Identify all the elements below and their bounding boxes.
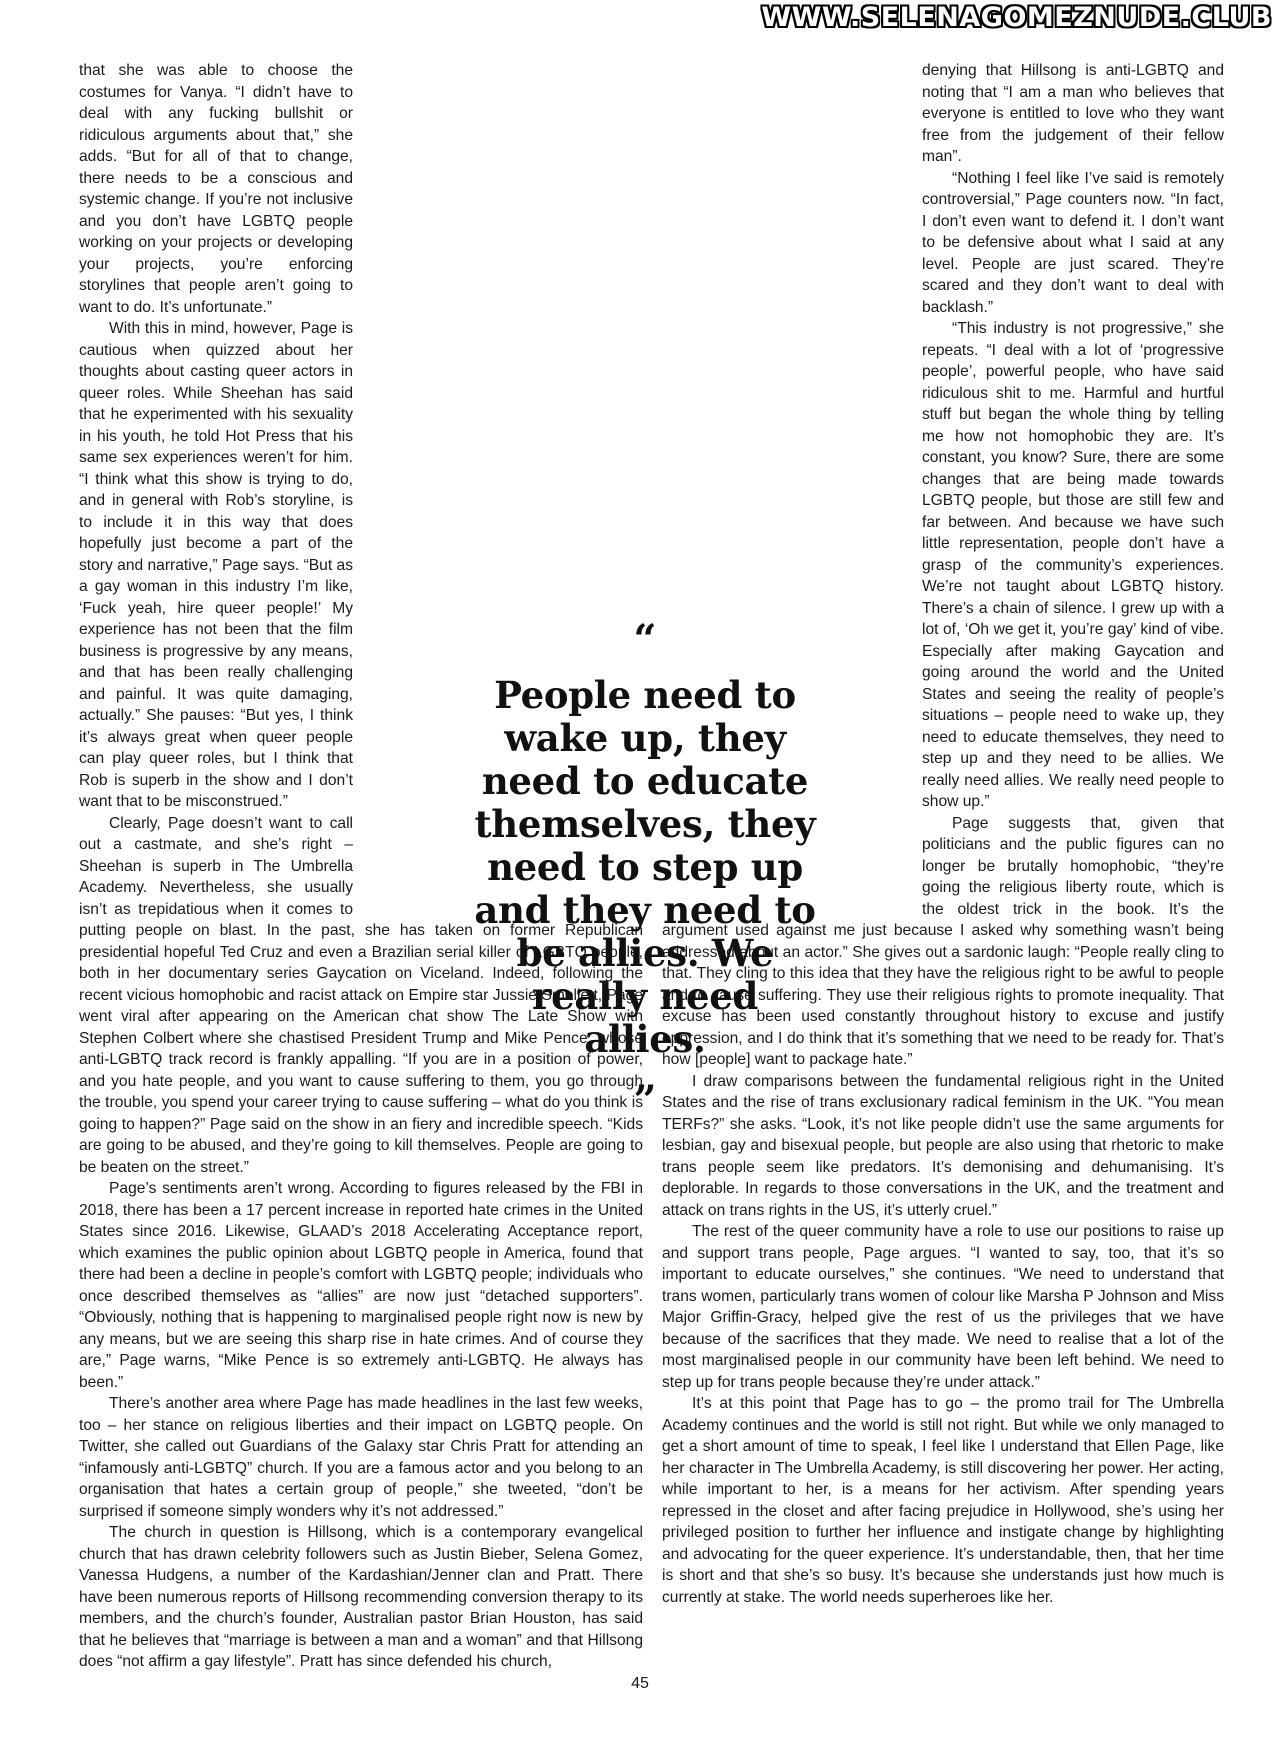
article-paragraph: “Nothing I feel like I’ve said is remotely controversial,” Page counters now. “In fact, I don’t even want to defend it. I don’t want to be defensive about what I said at any level. People are just scared. They’re scared and they don’t want to deal with backlash.” [922,169,1224,316]
article-paragraph: The church in question is Hillsong, which is a contemporary evangelical church that has drawn celebrity followers such as Justin Bieber, Selena Gomez, Vanessa Hudgens, a number of the Kardashian/Jenner clan and Pratt. There have been numerous reports of Hillsong recommending conversion therapy to its members, and the church’s founder, Australian pastor Brian Houston, has said that he believes that “marriage is between a man and a woman” and that Hillsong does “not affirm a gay lifestyle”. Pratt has since defended his church, [79,1524,643,1670]
pull-quote [470,616,820,1124]
pull-quote-close-mark: ” [633,1077,657,1124]
article-paragraph: that she was able to choose the costumes for Vanya. “I didn’t have to deal with any fucking bullshit or ridiculous arguments about that,” she adds. “But for all of that to change, there needs to be a conscious and systemic change. If you’re not inclusive and you don’t have LGBTQ people working on your projects or developing your projects, you’re enforcing storylines that people aren’t going to want to do. It’s unfortunate.” [79,62,353,316]
article-paragraph: Page suggests that, given that politicians and the public figures can no longer be brutally homophobic, “they’re going the religious liberty route, which is the oldest trick in the book. It’s the argument used against me just because I asked why something wasn’t being addressed about an actor.” She gives out a sardonic laugh: “People really cling to that. They cling to this idea that they have the religious right to be awful to people and to cause suffering. They use their religious rights to promote inequality. That excuse has been used constantly throughout history to excuse and justify oppression, and I do think that it’s something that we need to be ready for. That’s how [people] want to package hate.” [662,814,1224,1068]
pull-quote-text: People need to wake up, they need to educate themselves, they need to step up and they need to be allies. We really need allies. [474,673,816,1061]
article-paragraph: denying that Hillsong is anti-LGBTQ and noting that “I am a man who believes that everyone is entitled to love who they want free from the judgement of their fellow man”. [922,62,1224,165]
pull-quote-open-mark: “ [633,616,657,663]
article-paragraph: There’s another area where Page has made headlines in the last few weeks, too – her stance on religious liberties and their impact on LGBTQ people. On Twitter, she called out Guardians of the Galaxy star Chris Pratt for attending an “infamously anti-LGBTQ” church. If you are a famous actor and you belong to an organisation that hates a certain group of people,” she tweeted, “don’t be surprised if someone simply wonders why it’s not addressed.” [79,1395,643,1520]
article-paragraph: The rest of the queer community have a role to use our positions to raise up and support trans people, Page argues. “I wanted to say, too, that it’s so important to educate ourselves,” she continues. “We need to understand that trans women, particularly trans women of colour like Marsha P Johnson and Miss Major Griffin-Gracy, helped give the rest of us the privileges that we have because of the sacrifices that they made. We need to realise that a lot of the most marginalised people in our community have been left behind. We need to step up for trans people because they’re under attack.” [662,1223,1224,1391]
article-paragraph: Clearly, Page doesn’t want to call out a castmate, and she’s right – Sheehan is superb in The Umbrella Academy. Nevertheless, she usually isn’t as trepidatious when it comes to putting people on blast. In the past, she has taken on former Republican presidential hopeful Ted Cruz and even a Brazilian serial killer of LGBTQ people, both in her documentary series Gaycation on Viceland. Indeed, following the recent vicious homophobic and racist attack on Empire star Jussie Smollett, Page went viral after appearing on the American chat show The Late Show with Stephen Colbert where she chastised President Trump and Mike Pence, whose anti-LGBTQ track record is frankly appalling. “If you are in a position of power, and you hate people, and you want to cause suffering to them, you go through the trouble, you spend your career trying to cause suffering – what do you think is going to happen?” Page said on the show in an fiery and incredible speech. “Kids are going to be abused, and they’re going to kill themselves. People are going to be beaten on the street.” [79,814,643,1176]
article-paragraph: Page’s sentiments aren’t wrong. According to figures released by the FBI in 2018, there has been a 17 percent increase in reported hate crimes in the United States since 2016. Likewise, GLAAD’s 2018 Accelerating Acceptance report, which examines the public opinion about LGBTQ people in America, found that there had been a decline in people’s comfort with LGBTQ people; individuals who once described themselves as “allies” are now just “detached supporters”. “Obviously, nothing that is happening to marginalised people right now is new by any means, but we are seeing this sharp rise in hate crimes. And of course they are,” Page warns, “Mike Pence is so extremely anti-LGBTQ. He always has been.” [79,1180,643,1391]
article-paragraph: “This industry is not progressive,” she repeats. “I deal with a lot of ‘progressive people’, powerful people, who have said ridiculous shit to me. Harmful and hurtful stuff but began the whole thing by telling me how not homophobic they are. It’s constant, you know? Sure, there are some changes that are being made towards LGBTQ people, but those are still few and far between. And because we have such little representation, people don’t have a grasp of the community’s experiences. We’re not taught about LGBTQ history. There’s a chain of silence. I grew up with a lot of, ‘Oh we get it, you’re gay’ kind of vibe. Especially after making Gaycation and going around the world and the United States and seeing the reality of people’s situations – people need to wake up, they need to educate themselves, they need to step up and they need to be allies. We really need allies. We really need people to show up.” [922,320,1224,810]
article-paragraph: It’s at this point that Page has to go – the promo trail for The Umbrella Academy continues and the world is still not right. But while we only managed to get a short amount of time to speak, I feel like I understand that Ellen Page, like her character in The Umbrella Academy, is still discovering her power. Her acting, while important to her, is a means for her activism. After spending years repressed in the closet and after facing prejudice in Hollywood, she’s using her privileged position to further her influence and instigate change by highlighting and advocating for the queer experience. It’s understandable, then, that her time is short and that she’s so busy. It’s because she understands just how much is currently at stake. The world needs superheroes like her. [662,1395,1224,1606]
article-paragraph: I draw comparisons between the fundamental religious right in the United States and the rise of trans exclusionary radical feminism in the UK. “You mean TERFs?” she asks. “Look, it’s not like people didn’t use the same arguments for lesbian, gay and bisexual people, but people are also using that rhetoric to make trans people seem like predators. It’s demonising and dehumanising. It’s deplorable. In regards to those conversations in the UK, and the treatment and attack on trans rights in the US, it’s utterly cruel.” [662,1072,1224,1219]
page-number: 45 [631,1675,649,1692]
article-paragraph: With this in mind, however, Page is cautious when quizzed about her thoughts about casting queer actors in queer roles. While Sheehan has said that he experimented with his sexuality in his youth, he told Hot Press that his same sex experiences weren’t for him. “I think what this show is trying to do, and in general with Rob’s storyline, is to include it in this way that does hopefully just become a part of the story and narrative,” Page says. “But as a gay woman in this industry I’m like, ‘Fuck yeah, hire queer people!’ My experience has not been that the film business is progressive by any means, and that has been really challenging and painful. It was quite damaging, actually.” She pauses: “But yes, I think it’s always great when queer people can play queer roles, but I think that Rob is superb in the show and I don’t want that to be misconstrued.” [79,320,353,810]
watermark-text: WWW.SELENAGOMEZNUDE.CLUB [761,2,1272,33]
